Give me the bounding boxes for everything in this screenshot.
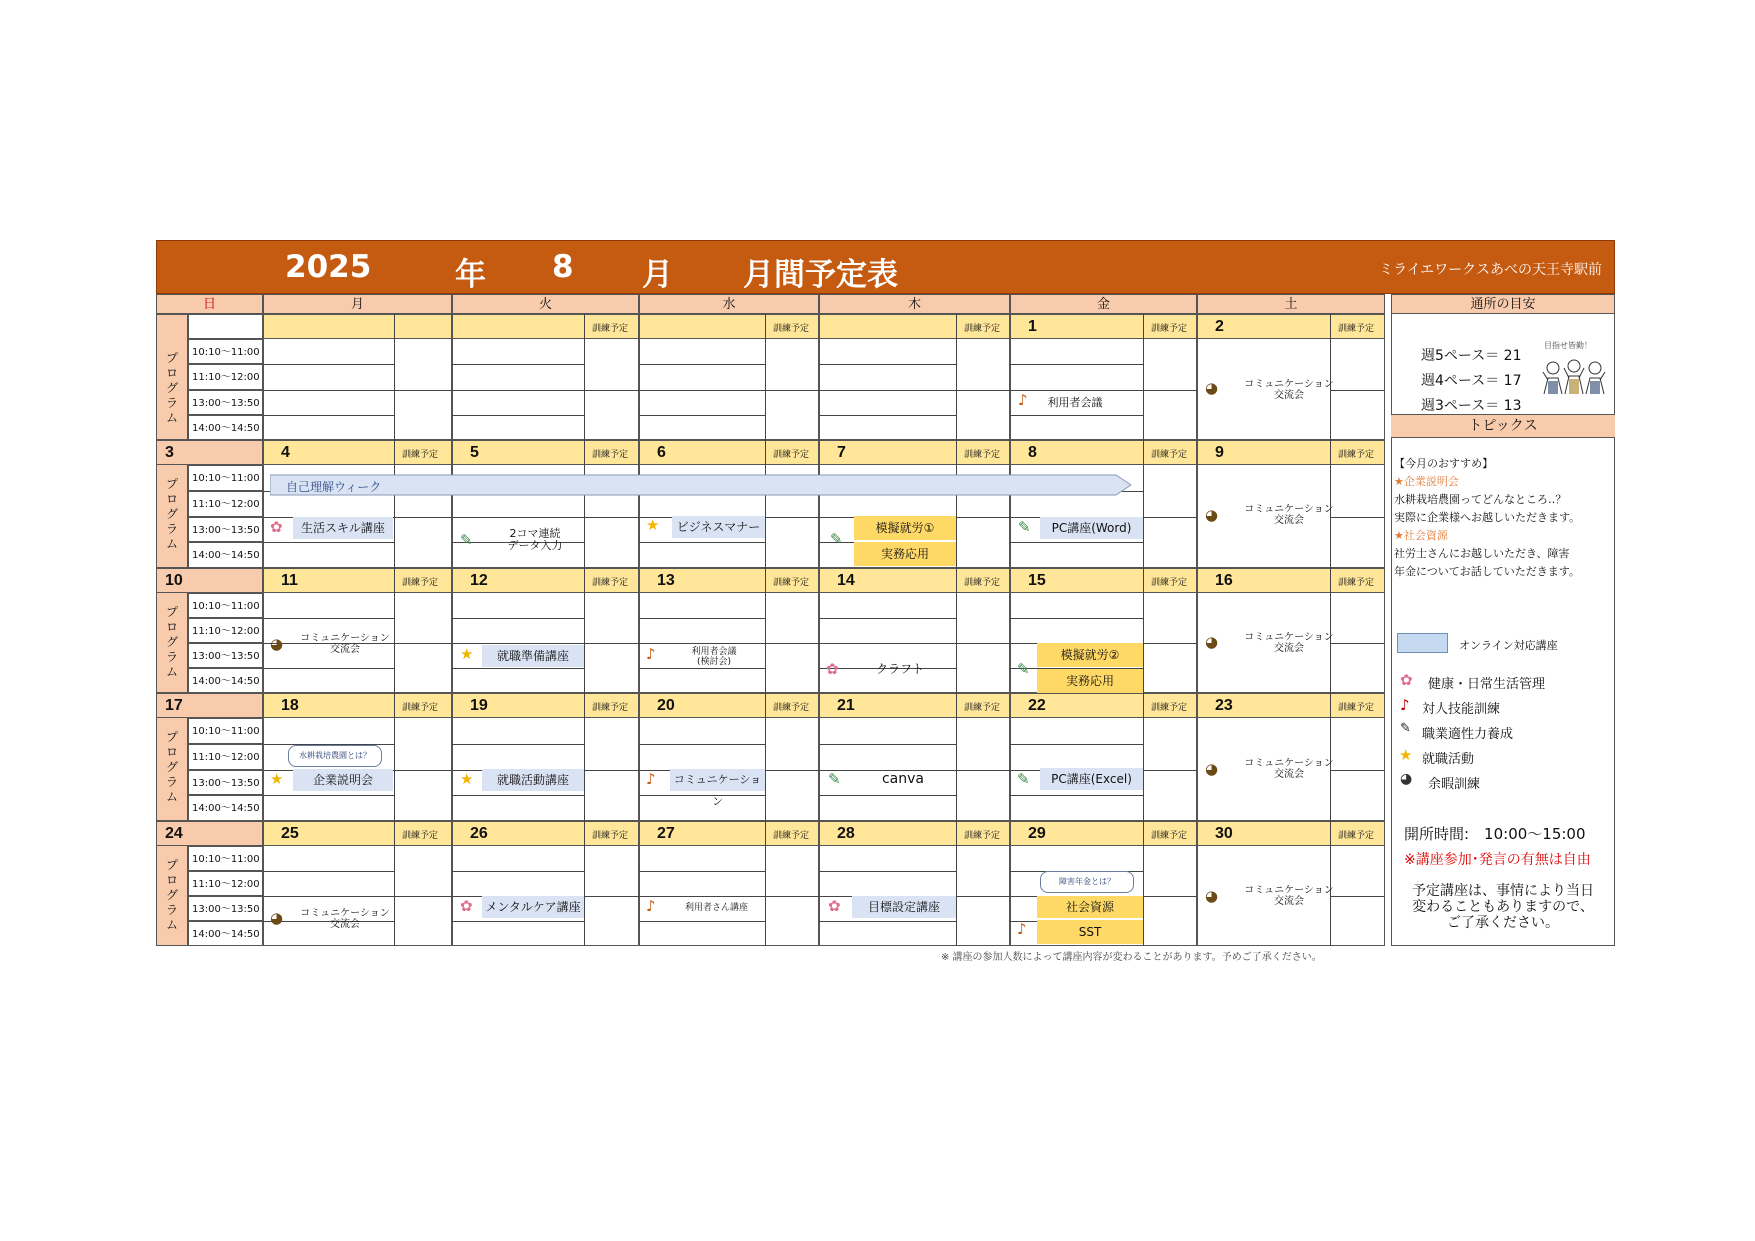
w1-sat-event: コミュニケーション 交流会 bbox=[1244, 379, 1334, 401]
flower-icon: ✿ bbox=[270, 518, 283, 536]
kunren-label: 訓練予定 bbox=[1151, 324, 1188, 334]
sunday-date: 3 bbox=[165, 444, 174, 461]
w1-fri-event: 利用者会議 bbox=[1047, 396, 1103, 409]
cup-icon: ◕ bbox=[1205, 379, 1219, 397]
time-slot: 11:10～12:00 bbox=[188, 364, 263, 389]
sunday-date: 24 bbox=[165, 825, 183, 842]
w5-wed-event: 利用者さん講座 bbox=[684, 903, 748, 913]
time-slot: 11:10～12:00 bbox=[188, 491, 263, 517]
kunren-label: 訓練予定 bbox=[773, 450, 810, 460]
cell-divider bbox=[394, 568, 395, 693]
time-slot: 14:00～14:50 bbox=[188, 795, 263, 821]
date-number: 27 bbox=[657, 825, 675, 842]
kunren-label: 訓練予定 bbox=[402, 831, 439, 841]
cup-icon: ◕ bbox=[1205, 506, 1219, 524]
kunren-label: 訓練予定 bbox=[773, 831, 810, 841]
slot-line bbox=[765, 517, 819, 518]
slot-line bbox=[956, 896, 1010, 897]
slot-line bbox=[1010, 795, 1143, 796]
cell-divider bbox=[584, 821, 585, 946]
slot-line bbox=[819, 618, 956, 619]
cell-divider bbox=[956, 440, 957, 568]
date-number: 5 bbox=[470, 444, 479, 461]
slot-line bbox=[819, 643, 956, 644]
legend-leisure: 余暇訓練 bbox=[1428, 777, 1481, 792]
header-year-label: 年 bbox=[455, 257, 486, 293]
slot-line bbox=[263, 390, 394, 391]
cell-divider bbox=[394, 693, 395, 821]
participation-notice: ※講座参加･発言の有無は自由 bbox=[1404, 852, 1591, 868]
w2-mon-event: 生活スキル講座 bbox=[293, 517, 393, 539]
date-number: 9 bbox=[1215, 444, 1224, 461]
kunren-label: 訓練予定 bbox=[592, 578, 629, 588]
slot-line bbox=[819, 744, 956, 745]
slot-line bbox=[1143, 770, 1197, 771]
date-number: 28 bbox=[837, 825, 855, 842]
slot-line bbox=[584, 643, 639, 644]
w4-mon-event: 企業説明会 bbox=[293, 769, 393, 791]
topic-social-line2: 年金についてお話していただきます。 bbox=[1394, 565, 1580, 578]
slot-line bbox=[452, 744, 584, 745]
slot-line bbox=[1010, 618, 1143, 619]
w3-fri-b-event: 実務応用 bbox=[1037, 669, 1143, 693]
kunren-label: 訓練予定 bbox=[1151, 831, 1188, 841]
cup-icon: ◕ bbox=[1205, 633, 1219, 651]
slot-line bbox=[639, 618, 765, 619]
slot-line bbox=[1010, 390, 1143, 391]
program-label: プ ロ グ ラ ム bbox=[165, 477, 178, 551]
slot-line bbox=[584, 896, 639, 897]
w2-thu-b-event: 実務応用 bbox=[854, 542, 956, 566]
slot-line bbox=[263, 668, 394, 669]
cell-divider bbox=[765, 821, 766, 946]
topics-heading: 【今月のおすすめ】 bbox=[1394, 457, 1494, 470]
slot-line bbox=[452, 390, 584, 391]
w5-tue-event: メンタルケア講座 bbox=[482, 896, 584, 918]
legend-health: 健康・日常生活管理 bbox=[1428, 677, 1546, 692]
time-slot: 14:00～14:50 bbox=[188, 668, 263, 693]
slot-line bbox=[639, 390, 765, 391]
w4-wed-event: コミュニケーション bbox=[670, 769, 765, 791]
date-number: 4 bbox=[281, 444, 290, 461]
date-number: 19 bbox=[470, 697, 488, 714]
pace-5-label: 週5ペース＝ bbox=[1421, 348, 1500, 364]
w3-mon-event: コミュニケーション 交流会 bbox=[300, 633, 390, 655]
slot-line bbox=[1010, 542, 1143, 543]
time-slot: 13:00～13:50 bbox=[188, 770, 263, 796]
w2-sat-event: コミュニケーション 交流会 bbox=[1244, 504, 1334, 526]
slot-line bbox=[263, 896, 394, 897]
slot-line bbox=[263, 871, 394, 872]
date-number: 1 bbox=[1028, 318, 1037, 335]
online-legend-label: オンライン対応講座 bbox=[1459, 639, 1558, 652]
slot-line bbox=[765, 770, 819, 771]
time-slot: 13:00～13:50 bbox=[188, 390, 263, 415]
note-icon: ♪ bbox=[646, 770, 656, 788]
header-month: 8 bbox=[552, 249, 574, 285]
star-icon: ★ bbox=[460, 645, 474, 663]
slot-line bbox=[584, 517, 639, 518]
slot-line bbox=[639, 542, 765, 543]
flower-icon: ✿ bbox=[460, 897, 473, 915]
pension-bubble: 障害年金とは？ bbox=[1040, 871, 1134, 893]
weekday-sat: 土 bbox=[1197, 294, 1385, 314]
time-slot: 11:10～12:00 bbox=[188, 871, 263, 896]
date-number: 25 bbox=[281, 825, 299, 842]
kunren-label: 訓練予定 bbox=[1338, 831, 1375, 841]
time-slot: 11:10～12:00 bbox=[188, 618, 263, 643]
schedule-note-line3: ご了承ください。 bbox=[1447, 915, 1559, 931]
slot-line bbox=[1010, 364, 1143, 365]
date-number: 22 bbox=[1028, 697, 1046, 714]
cell-divider bbox=[956, 314, 957, 440]
sunday-date: 17 bbox=[165, 697, 183, 714]
time-slot: 13:00～13:50 bbox=[188, 517, 263, 543]
date-number: 6 bbox=[657, 444, 666, 461]
cell-divider bbox=[956, 568, 957, 693]
cup-icon: ◕ bbox=[270, 635, 284, 653]
w2-fri-event: PC講座(Word) bbox=[1040, 517, 1143, 539]
slot-line bbox=[452, 618, 584, 619]
kunren-label: 訓練予定 bbox=[964, 450, 1001, 460]
company-bubble: 水耕栽培農園とは？ bbox=[288, 745, 382, 767]
cell-divider bbox=[1143, 314, 1144, 440]
program-label: プ ロ グ ラ ム bbox=[165, 730, 178, 804]
schedule-note-line1: 予定講座は、事情により当日 bbox=[1412, 883, 1594, 899]
slot-line bbox=[765, 896, 819, 897]
time-slot: 14:00～14:50 bbox=[188, 415, 263, 440]
slot-line bbox=[956, 390, 1010, 391]
cell-divider bbox=[584, 314, 585, 440]
slot-line bbox=[394, 896, 452, 897]
cup-icon: ◕ bbox=[1400, 771, 1413, 787]
pen-icon: ✎ bbox=[1017, 770, 1030, 788]
w4-fri-event: PC講座(Excel) bbox=[1040, 768, 1143, 790]
kunren-label: 訓練予定 bbox=[1338, 578, 1375, 588]
w5-fri-b-event: SST bbox=[1037, 920, 1143, 944]
slot-line bbox=[639, 744, 765, 745]
header-year: 2025 bbox=[285, 249, 372, 285]
topic-company: ★企業説明会 bbox=[1394, 475, 1459, 488]
guide-title: 通所の目安 bbox=[1391, 294, 1615, 314]
slot-line bbox=[452, 415, 584, 416]
date-number: 16 bbox=[1215, 572, 1233, 589]
w3-tue-event: 就職準備講座 bbox=[482, 645, 584, 667]
cell-divider bbox=[584, 568, 585, 693]
cell-divider bbox=[1143, 693, 1144, 821]
legend-vocational: 職業適性力養成 bbox=[1422, 727, 1514, 742]
time-slot: 13:00～13:50 bbox=[188, 643, 263, 668]
slot-line bbox=[1143, 390, 1197, 391]
kunren-label: 訓練予定 bbox=[592, 450, 629, 460]
slot-line bbox=[394, 517, 452, 518]
note-icon: ♪ bbox=[646, 645, 656, 663]
kunren-label: 訓練予定 bbox=[964, 831, 1001, 841]
date-number: 13 bbox=[657, 572, 675, 589]
date-number: 21 bbox=[837, 697, 855, 714]
weekday-thu: 木 bbox=[819, 294, 1010, 314]
pace-3-value: 13 bbox=[1503, 398, 1522, 414]
flower-icon: ✿ bbox=[1400, 671, 1413, 689]
schedule-note bbox=[1391, 883, 1615, 931]
date-number: 26 bbox=[470, 825, 488, 842]
weekday-tue: 火 bbox=[452, 294, 639, 314]
w2-thu-a-event: 模擬就労① bbox=[854, 516, 956, 540]
slot-line bbox=[452, 643, 584, 644]
cell-divider bbox=[765, 314, 766, 440]
slot-line bbox=[819, 921, 956, 922]
kunren-label: 訓練予定 bbox=[402, 703, 439, 713]
sunday-band-empty bbox=[188, 314, 263, 339]
cell-divider bbox=[584, 693, 585, 821]
w5-sat-event: コミュニケーション 交流会 bbox=[1244, 885, 1334, 907]
slot-line bbox=[584, 390, 639, 391]
kunren-label: 訓練予定 bbox=[1338, 703, 1375, 713]
cheering-people-illustration bbox=[1540, 354, 1608, 408]
note-icon: ♪ bbox=[1018, 391, 1028, 409]
flower-icon: ✿ bbox=[826, 660, 839, 678]
slot-line bbox=[452, 795, 584, 796]
pace-4-value: 17 bbox=[1503, 373, 1522, 389]
slot-line bbox=[452, 668, 584, 669]
time-slot: 10:10～11:00 bbox=[188, 465, 263, 491]
program-label: プ ロ グ ラ ム bbox=[165, 858, 178, 932]
cell-divider bbox=[765, 693, 766, 821]
slot-line bbox=[394, 643, 452, 644]
kunren-label: 訓練予定 bbox=[773, 703, 810, 713]
time-slot: 14:00～14:50 bbox=[188, 921, 263, 946]
slot-line bbox=[956, 643, 1010, 644]
pen-icon: ✎ bbox=[828, 770, 841, 788]
slot-line bbox=[639, 795, 765, 796]
pace-3 bbox=[1421, 395, 1522, 415]
kunren-label: 訓練予定 bbox=[964, 324, 1001, 334]
illust-caption: 目指せ皆勤！ bbox=[1544, 341, 1592, 350]
weekday-mon: 月 bbox=[263, 294, 452, 314]
star-icon: ★ bbox=[460, 770, 474, 788]
w2-tue-event: 2コマ連続 データ入力 bbox=[507, 527, 563, 552]
footnote: ※ 講座の参加人数によって講座内容が変わることがあります。予めご了承ください。 bbox=[941, 952, 1322, 963]
slot-line bbox=[1010, 415, 1143, 416]
time-slot: 14:00～14:50 bbox=[188, 542, 263, 568]
weekday-fri: 金 bbox=[1010, 294, 1197, 314]
slot-line bbox=[452, 921, 584, 922]
self-understanding-week-banner bbox=[270, 474, 1132, 496]
note-icon: ♪ bbox=[646, 897, 656, 915]
slot-line bbox=[819, 795, 956, 796]
pen-icon: ✎ bbox=[1400, 721, 1411, 736]
topic-social-line1: 社労士さんにお越しいただき、障害 bbox=[1394, 547, 1570, 560]
star-icon: ★ bbox=[646, 516, 660, 534]
weekday-sun: 日 bbox=[156, 294, 263, 314]
time-slot: 10:10～11:00 bbox=[188, 339, 263, 364]
slot-line bbox=[819, 364, 956, 365]
program-label: プ ロ グ ラ ム bbox=[165, 605, 178, 679]
sunday-date: 10 bbox=[165, 572, 183, 589]
program-label: プ ロ グ ラ ム bbox=[165, 351, 178, 425]
date-number: 29 bbox=[1028, 825, 1046, 842]
topics-title: トピックス bbox=[1391, 414, 1615, 438]
slot-line bbox=[584, 770, 639, 771]
time-slot: 10:10～11:00 bbox=[188, 718, 263, 744]
w5-thu-event: 目標設定講座 bbox=[852, 896, 956, 918]
kunren-label: 訓練予定 bbox=[592, 831, 629, 841]
note-icon: ♪ bbox=[1400, 696, 1410, 714]
kunren-label: 訓練予定 bbox=[1151, 578, 1188, 588]
pen-icon: ✎ bbox=[830, 530, 843, 548]
note-icon: ♪ bbox=[1017, 920, 1027, 938]
pace-5 bbox=[1421, 345, 1522, 365]
topic-social: ★社会資源 bbox=[1394, 529, 1448, 542]
time-slot: 10:10～11:00 bbox=[188, 593, 263, 618]
slot-line bbox=[452, 364, 584, 365]
online-legend-swatch bbox=[1397, 633, 1448, 653]
cup-icon: ◕ bbox=[1205, 887, 1219, 905]
slot-line bbox=[394, 390, 452, 391]
slot-line bbox=[956, 517, 1010, 518]
cell-divider bbox=[956, 693, 957, 821]
star-icon: ★ bbox=[270, 770, 284, 788]
pace-4-label: 週4ペース＝ bbox=[1421, 373, 1500, 389]
date-number: 2 bbox=[1215, 318, 1224, 335]
topics-list bbox=[1394, 455, 1580, 581]
w3-wed-event: 利用者会議 (検討会) bbox=[691, 647, 737, 667]
flower-icon: ✿ bbox=[828, 897, 841, 915]
kunren-label: 訓練予定 bbox=[592, 324, 629, 334]
date-number: 12 bbox=[470, 572, 488, 589]
slot-line bbox=[639, 415, 765, 416]
w5-mon-event: コミュニケーション 交流会 bbox=[300, 908, 390, 930]
slot-line bbox=[639, 643, 765, 644]
pace-4 bbox=[1421, 370, 1522, 390]
w4-tue-event: 就職活動講座 bbox=[482, 769, 584, 791]
header-title: 月間予定表 bbox=[743, 257, 898, 293]
kunren-label: 訓練予定 bbox=[773, 324, 810, 334]
kunren-label: 訓練予定 bbox=[402, 450, 439, 460]
schedule-note-line2: 変わることもありますので、 bbox=[1412, 899, 1594, 915]
cup-icon: ◕ bbox=[1205, 760, 1219, 778]
topic-company-line1: 水耕栽培農園ってどんなところ‥？ bbox=[1394, 493, 1567, 506]
w3-sat-event: コミュニケーション 交流会 bbox=[1244, 632, 1334, 654]
opening-hours: 開所時間: 10:00～15:00 bbox=[1404, 825, 1586, 843]
legend-jobhunt: 就職活動 bbox=[1422, 752, 1475, 767]
date-number: 8 bbox=[1028, 444, 1037, 461]
pace-5-value: 21 bbox=[1503, 348, 1522, 364]
slot-line bbox=[263, 618, 394, 619]
time-slot: 13:00～13:50 bbox=[188, 896, 263, 921]
header-month-label: 月 bbox=[642, 257, 673, 293]
slot-line bbox=[263, 364, 394, 365]
cell-divider bbox=[765, 440, 766, 568]
date-number: 14 bbox=[837, 572, 855, 589]
slot-line bbox=[639, 364, 765, 365]
topic-company-line2: 実際に企業様へお越しいただきます。 bbox=[1394, 511, 1581, 524]
kunren-label: 訓練予定 bbox=[964, 703, 1001, 713]
slot-line bbox=[263, 795, 394, 796]
w5-fri-a-event: 社会資源 bbox=[1037, 896, 1143, 918]
slot-line bbox=[765, 390, 819, 391]
cell-divider bbox=[394, 440, 395, 568]
slot-line bbox=[1143, 517, 1197, 518]
kunren-label: 訓練予定 bbox=[1338, 450, 1375, 460]
kunren-label: 訓練予定 bbox=[1338, 324, 1375, 334]
slot-line bbox=[452, 517, 584, 518]
slot-line bbox=[263, 542, 394, 543]
cell-divider bbox=[765, 568, 766, 693]
slot-line bbox=[1143, 896, 1197, 897]
star-icon: ★ bbox=[1399, 746, 1413, 764]
slot-line bbox=[819, 871, 956, 872]
slot-line bbox=[394, 770, 452, 771]
pen-icon: ✎ bbox=[1018, 518, 1031, 536]
slot-line bbox=[956, 770, 1010, 771]
office-name: ミライエワークスあべの天王寺駅前 bbox=[1379, 262, 1602, 278]
pace-3-label: 週3ペース＝ bbox=[1421, 398, 1500, 414]
w3-fri-a-event: 模擬就労② bbox=[1037, 643, 1143, 667]
kunren-label: 訓練予定 bbox=[592, 703, 629, 713]
kunren-label: 訓練予定 bbox=[1151, 450, 1188, 460]
slot-line bbox=[819, 415, 956, 416]
slot-line bbox=[639, 871, 765, 872]
cell-divider bbox=[1143, 440, 1144, 568]
date-number: 15 bbox=[1028, 572, 1046, 589]
slot-line bbox=[1010, 744, 1143, 745]
cell-divider bbox=[1143, 568, 1144, 693]
time-slot: 11:10～12:00 bbox=[188, 744, 263, 770]
cell-divider bbox=[1330, 314, 1331, 440]
date-number: 11 bbox=[281, 572, 298, 589]
time-slot: 10:10～11:00 bbox=[188, 846, 263, 871]
slot-line bbox=[639, 921, 765, 922]
cell-divider bbox=[956, 821, 957, 946]
date-number: 20 bbox=[657, 697, 675, 714]
slot-line bbox=[263, 415, 394, 416]
kunren-label: 訓練予定 bbox=[964, 578, 1001, 588]
cell-divider bbox=[394, 314, 395, 440]
date-number: 7 bbox=[837, 444, 846, 461]
weekday-wed: 水 bbox=[639, 294, 819, 314]
slot-line bbox=[1143, 643, 1197, 644]
slot-line bbox=[819, 390, 956, 391]
kunren-label: 訓練予定 bbox=[1151, 703, 1188, 713]
pen-icon: ✎ bbox=[460, 531, 473, 549]
legend-interpersonal: 対人技能訓練 bbox=[1422, 702, 1501, 717]
w4-thu-event: canva bbox=[881, 771, 924, 787]
cup-icon: ◕ bbox=[270, 909, 284, 927]
w2-wed-event: ビジネスマナー bbox=[672, 516, 765, 538]
kunren-label: 訓練予定 bbox=[402, 578, 439, 588]
slot-line bbox=[765, 643, 819, 644]
kunren-label: 訓練予定 bbox=[773, 578, 810, 588]
date-number: 23 bbox=[1215, 697, 1233, 714]
date-number: 18 bbox=[281, 697, 299, 714]
date-band bbox=[263, 314, 452, 339]
w4-sat-event: コミュニケーション 交流会 bbox=[1244, 758, 1334, 780]
date-number: 30 bbox=[1215, 825, 1233, 842]
w3-thu-event: クラフト bbox=[875, 662, 924, 676]
pen-icon: ✎ bbox=[1017, 660, 1030, 678]
banner-label: 自己理解ウィーク bbox=[286, 480, 382, 494]
cell-divider bbox=[1143, 821, 1144, 946]
slot-line bbox=[452, 871, 584, 872]
